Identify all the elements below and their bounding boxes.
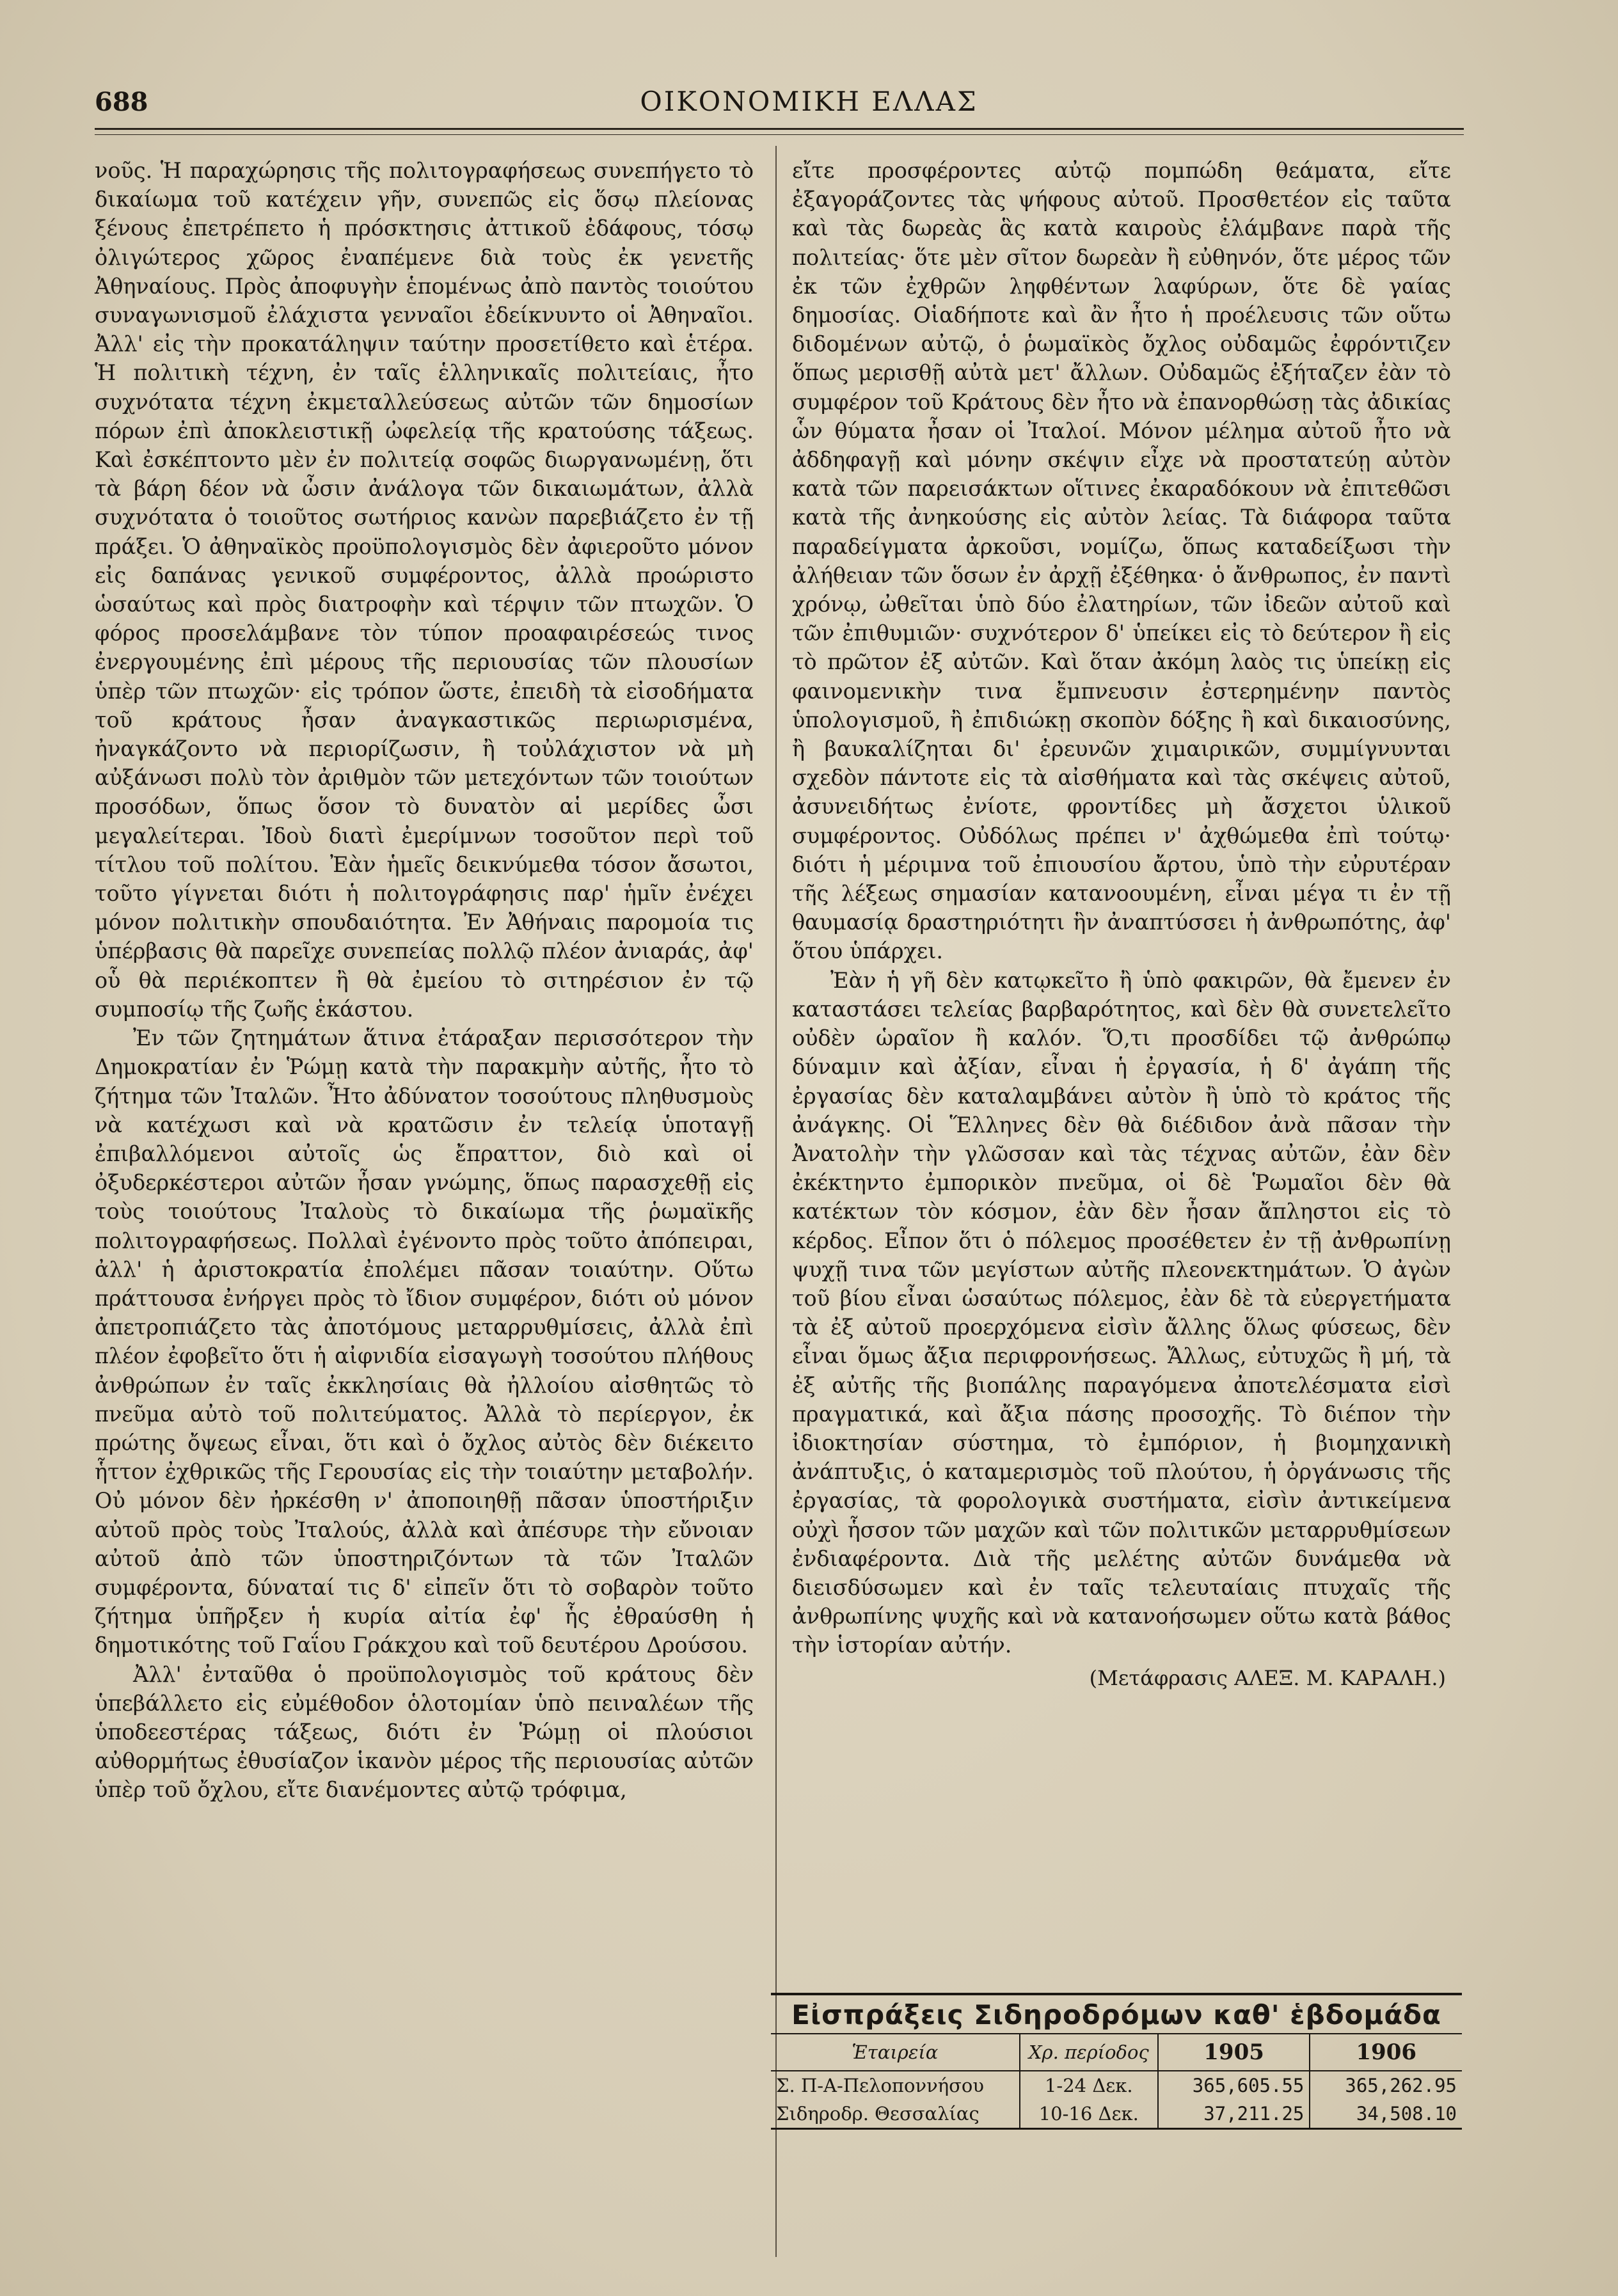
cell-1906: 365,262.95 bbox=[1310, 2071, 1462, 2100]
table-row bbox=[771, 2100, 1462, 2129]
header-rule bbox=[95, 128, 1464, 130]
header-company: Ἑταιρεία bbox=[771, 2034, 1020, 2071]
header-1906: 1906 bbox=[1310, 2034, 1462, 2071]
paragraph: εἴτε προσφέροντες αὐτῷ πομπώδη θεάματα, εἴτε ἐξαγοράζοντες τὰς ψήφους αὐτοῦ. Προσθετέον εἰς ταῦτα καὶ τὰς δωρεὰς ἃς κατὰ καιροὺς ἐλάμβανε παρὰ τῆς πολιτείας· ὅτε μὲν σῖτον δωρεὰν ἢ εὐθηνόν, ὅτε μέρος τῶν ἐκ τῶν ἐχθρῶν ληφθέντων λαφύρων, ὅτε δὲ γαίας δημοσίας. Οἱαδήποτε καὶ ἂν ἦτο ἡ προέλευσις τῶν οὕτω διδομένων αὐτῷ, ὁ ῥωμαϊκὸς ὄχλος οὐδαμῶς ἐφρόντιζεν ὅπως μερισθῇ αὐτὰ μετ' ἄλλων. Οὐδαμῶς ἐξήταζεν ἐὰν τὸ συμφέρον τοῦ Κράτους δὲν ἦτο νὰ ἐπανορθώσῃ τὰς ἀδικίας ὧν θύματα ἦσαν οἱ Ἰταλοί. Μόνον μέλημα αὐτοῦ ἦτο νὰ ἀδδηφαγῇ καὶ μόνην σκέψιν εἶχε νὰ προστατεύῃ αὐτὸν κατὰ τῶν παρεισάκτων οἵτινες ἐκαραδόκουν νὰ ἐπιτεθῶσι κατὰ τῆς ἀνηκούσης εἰς αὐτὸν λείας. Τὰ διάφορα ταῦτα παραδείγματα ἀρκοῦσι, νομίζω, ὅπως καταδείξωσι τὴν ἀλήθειαν τῶν ὅσων ἐν ἀρχῇ ἐξέθηκα· ὁ ἄνθρωπος, ἐν παντὶ χρόνῳ, ὠθεῖται ὑπὸ δύο ἐλατηρίων, τῶν ἰδεῶν αὐτοῦ καὶ τῶν ἐπιθυμιῶν· συχνότερον δ' ὑπείκει εἰς τὸ δεύτερον ἢ εἰς τὸ πρῶτον ἐξ αὐτῶν. Καὶ ὅταν ἀκόμη λαὸς τις ὑπείκῃ εἰς φαινομενικὴν τινα ἔμπνευσιν ἐστερημένην παντὸς ὑπολογισμοῦ, ἢ ἐπιδιώκῃ σκοπὸν δόξης ἢ καὶ δικαιοσύνης, ἢ βαυκαλίζηται δι' ἐρευνῶν χιμαιρικῶν, συμμίγνυνται σχεδὸν πάντοτε εἰς τὰ αἰσθήματα καὶ τὰς σκέψεις αὐτοῦ, ἀσυνειδήτως ἐνίοτε, φροντίδες μὴ ἄσχετοι ὑλικοῦ συμφέροντος. Οὐδόλως πρέπει ν' ἀχθώμεθα ἐπὶ τούτῳ· διότι ἡ μέριμνα τοῦ ἐπιουσίου ἄρτου, ὑπὸ τὴν εὐρυτέραν τῆς λέξεως σημασίαν κατανοουμένη, εἶναι μέγα τι ἐν τῇ θαυμασίᾳ δραστηριότητι ἣν ἀναπτύσσει ἡ ἀνθρωπότης, ἀφ' ὅτου ὑπάρχει. bbox=[792, 158, 1451, 964]
column-divider bbox=[775, 146, 777, 2257]
header-period: Χρ. περίοδος bbox=[1020, 2034, 1158, 2071]
table-header-row bbox=[771, 2034, 1462, 2071]
table-title: Εἰσπράξεις Σιδηροδρόμων καθ' ἑβδομάδα bbox=[771, 1993, 1462, 2034]
paragraph: Ἐὰν ἡ γῆ δὲν κατῳκεῖτο ἢ ὑπὸ φακιρῶν, θὰ ἔμενεν ἐν καταστάσει τελείας βαρβαρότητος, καὶ δὲν θὰ συνετελεῖτο οὐδὲν ὡραῖον ἢ καλόν. Ὅ,τι προσδίδει τῷ ἀνθρώπῳ δύναμιν καὶ ἀξίαν, εἶναι ἡ ἐργασία, ἡ δ' ἀγάπη τῆς ἐργασίας δὲν καταλαμβάνει αὐτὸν ἢ ὑπὸ τὸ κράτος τῆς ἀνάγκης. Οἱ Ἕλληνες δὲν θὰ διέδιδον ἀνὰ πᾶσαν τὴν Ἀνατολὴν τὴν γλῶσσαν καὶ τὰς τέχνας αὐτῶν, ἐὰν δὲν ἐκέκτηντο ἐμπορικὸν πνεῦμα, οἱ δὲ Ῥωμαῖοι δὲν θὰ κατέκτων τὸν κόσμον, ἐὰν δὲν ἦσαν ἄπληστοι εἰς τὸ κέρδος. Εἶπον ὅτι ὁ πόλεμος προσέθετεν ἐν τῇ ἀνθρωπίνῃ ψυχῇ τινα τῶν μεγίστων αὐτῆς πλεονεκτημάτων. Ὁ ἀγὼν τοῦ βίου εἶναι ὡσαύτως πόλεμος, ἐὰν δὲ τὰ εὐεργετήματα τὰ ἐξ αὐτοῦ προερχόμενα εἰσὶν ἄλλης ὅλως φύσεως, δὲν εἶναι ὅμως ἄξια περιφρονήσεως. Ἄλλως, εὐτυχῶς ἢ μή, τὰ ἐξ αὐτῆς τῆς βιοπάλης παραγόμενα ἀποτελέσματα εἰσὶ πραγματικά, καὶ ἄξια πάσης προσοχῆς. Τὸ διέπον τὴν ἰδιοκτησίαν σύστημα, τὸ ἐμπόριον, ἡ βιομηχανικὴ ἀνάπτυξις, ὁ καταμερισμὸς τοῦ πλούτου, ἡ ὀργάνωσις τῆς ἐργασίας, τὰ φορολογικὰ συστήματα, εἰσὶν ἀντικείμενα οὐχὶ ἧσσον τῶν μαχῶν καὶ τῶν πολιτικῶν μεταρρυθμίσεων ἐνδιαφέροντα. Διὰ τῆς μελέτης αὐτῶν δυνάμεθα νὰ διεισδύσωμεν καὶ ἐν ταῖς τελευταίαις πτυχαῖς τῆς ἀνθρωπίνης ψυχῆς καὶ νὰ κατανοήσωμεν οὕτω κατὰ βάθος τὴν ἱστορίαν αὐτήν. bbox=[792, 967, 1451, 1658]
header-1905: 1905 bbox=[1158, 2034, 1310, 2071]
railway-receipts-table bbox=[771, 1993, 1462, 2130]
left-column bbox=[95, 156, 754, 2267]
cell-1905: 365,605.55 bbox=[1158, 2071, 1310, 2100]
cell-period: 10-16 Δεκ. bbox=[1020, 2100, 1158, 2129]
cell-company: Σ. Π-Α-Πελοποννήσου bbox=[776, 2075, 984, 2096]
cell-company: Σιδηροδρ. Θεσσαλίας bbox=[771, 2100, 1020, 2129]
cell-1905: 37,211.25 bbox=[1158, 2100, 1310, 2129]
header-rule-thin bbox=[95, 134, 1464, 135]
running-title: ΟΙΚΟΝΟΜΙΚΗ ΕΛΛΑΣ bbox=[640, 86, 978, 117]
paragraph: Ἀλλ' ἐνταῦθα ὁ προϋπολογισμὸς τοῦ κράτους δὲν ὑπεβάλλετο εἰς εὐμέθοδον ὁλοτομίαν ὑπὸ πειναλέων τῆς ὑποδεεστέρας τάξεως, διότι ἐν Ῥώμῃ οἱ πλούσιοι αὐθορμήτως ἐθυσίαζον ἱκανὸν μέρος τῆς περιουσίας αὐτῶν ὑπὲρ τοῦ ὄχλου, εἴτε διανέμοντες αὐτῷ τρόφιμα, bbox=[95, 1661, 754, 1803]
right-column bbox=[792, 156, 1451, 1967]
page-number: 688 bbox=[95, 87, 148, 117]
cell-period: 1-24 Δεκ. bbox=[1020, 2071, 1158, 2100]
receipts-table bbox=[771, 2034, 1462, 2130]
cell-1906: 34,508.10 bbox=[1310, 2100, 1462, 2129]
paragraph: Ἐν τῶν ζητημάτων ἅτινα ἐτάραξαν περισσότερον τὴν Δημοκρατίαν ἐν Ῥώμῃ κατὰ τὴν παρακμὴν αὐτῆς, ἦτο τὸ ζήτημα τῶν Ἰταλῶν. Ἦτο ἀδύνατον τοσούτους πληθυσμοὺς νὰ κατέχωσι καὶ νὰ κρατῶσιν ἐν τελείᾳ ὑποταγῇ ἐπιβαλλόμενοι αὐτοῖς ὡς ἔπραττον, διὸ καὶ οἱ ὀξυδερκέστεροι αὐτῶν ἦσαν γνώμης, ὅπως παρασχεθῇ εἰς τοὺς τοιούτους Ἰταλοὺς τὸ δικαίωμα τῆς ῥωμαϊκῆς πολιτογραφήσεως. Πολλαὶ ἐγένοντο πρὸς τοῦτο ἀπόπειραι, ἀλλ' ἡ ἀριστοκρατία ἐπολέμει πᾶσαν τοιαύτην. Οὕτω πράττουσα ἐνήργει πρὸς τὸ ἴδιον συμφέρον, διότι οὐ μόνον ἀπετροπιάζετο τὰς ἀποτόμους μεταρρυθμίσεις, ἀλλὰ ἐπὶ πλέον ἐφοβεῖτο ὅτι ἡ αἰφνιδία εἰσαγωγὴ τοσούτου πλήθους ἀνθρώπων ἐν ταῖς ἐκκλησίαις θὰ ἠλλοίου αἰσθητῶς τὸ πνεῦμα αὐτὸ τοῦ πολιτεύματος. Ἀλλὰ τὸ περίεργον, ἐκ πρώτης ὄψεως εἶναι, ὅτι καὶ ὁ ὄχλος αὐτὸς δὲν διέκειτο ἧττον ἐχθρικῶς τῆς Γερουσίας εἰς τὴν τοιαύτην μεταβολήν. Οὐ μόνον δὲν ἠρκέσθη ν' ἀποποιηθῇ πᾶσαν ὑποστήριξιν αὐτοῦ πρὸς τοὺς Ἰταλούς, ἀλλὰ καὶ ἀπέσυρε τὴν εὔνοιαν αὐτοῦ ἀπὸ τῶν ὑποστηριζόντων τὰ τῶν Ἰταλῶν συμφέροντα, δύναταί τις δ' εἰπεῖν ὅτι τὸ σοβαρὸν τοῦτο ζήτημα ὑπῆρξεν ἡ κυρία αἰτία ἐφ' ἧς ἐθραύσθη ἡ δημοτικότης τοῦ Γαΐου Γράκχου καὶ τοῦ δευτέρου Δρούσου. bbox=[95, 1025, 754, 1658]
translator-signature: (Μετάφρασις ΑΛΕΞ. Μ. ΚΑΡΑΛΗ.) bbox=[1089, 1665, 1446, 1690]
table-row bbox=[771, 2071, 1462, 2100]
paragraph: νοῦς. Ἡ παραχώρησις τῆς πολιτογραφήσεως συνεπήγετο τὸ δικαίωμα τοῦ κατέχειν γῆν, συνεπῶς εἰς ὅσῳ πλείονας ξένους ἐπετρέπετο ἡ πρόσκτησις ἀττικοῦ ἐδάφους, τόσῳ ὀλιγώτερος χῶρος ἐναπέμενε διὰ τοὺς ἐκ γενετῆς Ἀθηναίους. Πρὸς ἀποφυγὴν ἑπομένως ἀπὸ παντὸς τοιούτου συναγωνισμοῦ ἐλάχιστα γενναῖοι ἐδείκνυντο οἱ Ἀθηναῖοι. Ἀλλ' εἰς τὴν προκατάληψιν ταύτην προσετίθετο καὶ ἑτέρα. Ἡ πολιτικὴ τέχνη, ἐν ταῖς ἑλληνικαῖς πολιτείαις, ἦτο συχνότατα τέχνη ἐκμεταλλεύσεως αὐτῶν τῶν δημοσίων πόρων ἐπὶ ἀποκλειστικῇ ὠφελείᾳ τῆς κρατούσης τάξεως. Καὶ ἐσκέπτοντο μὲν ἐν πολιτείᾳ σοφῶς διωργανωμένῃ, ὅτι τὰ βάρη δέον νὰ ὦσιν ἀνάλογα τῶν δικαιωμάτων, ἀλλὰ συχνότατα ὁ τοιοῦτος σωτήριος κανὼν παρεβιάζετο ἐν τῇ πράξει. Ὁ ἀθηναϊκὸς προϋπολογισμὸς δὲν ἀφιεροῦτο μόνον εἰς δαπάνας γενικοῦ συμφέροντος, ἀλλὰ προώριστο ὡσαύτως καὶ πρὸς διατροφὴν καὶ τέρψιν τῶν πτωχῶν. Ὁ φόρος προσελάμβανε τὸν τύπον προαφαιρέσεώς τινος ἐνεργουμένης ἐπὶ μέρους τῆς περιουσίας τῶν πλουσίων ὑπὲρ τῶν πτωχῶν· εἰς τρόπον ὥστε, ἐπειδὴ τὰ εἰσοδήματα τοῦ κράτους ἦσαν ἀναγκαστικῶς περιωρισμένα, ἠναγκάζοντο νὰ περιορίζωσιν, ἢ τοὐλάχιστον νὰ μὴ αὐξάνωσι πολὺ τὸν ἀριθμὸν τῶν μετεχόντων τῶν τοιούτων προσόδων, ὅπως ὅσον τὸ δυνατὸν αἱ μερίδες ὦσι μεγαλείτεραι. Ἰδοὺ διατὶ ἐμερίμνων τοσοῦτον περὶ τοῦ τίτλου τοῦ πολίτου. Ἐὰν ἡμεῖς δεικνύμεθα τόσον ἄσωτοι, τοῦτο γίγνεται διότι ἡ πολιτογράφησις παρ' ἡμῖν ἐνέχει μόνον πολιτικὴν σπουδαιότητα. Ἐν Ἀθήναις παρομοία τις ὑπέρβασις θὰ παρεῖχε συνεπείας πολλῷ πλέον ἀνιαράς, ἀφ' οὗ θὰ περιέκοπτεν ἢ θὰ ἐμείου τὸ σιτηρέσιον ἐν τῷ συμποσίῳ τῆς ζωῆς ἑκάστου. bbox=[95, 158, 754, 1022]
